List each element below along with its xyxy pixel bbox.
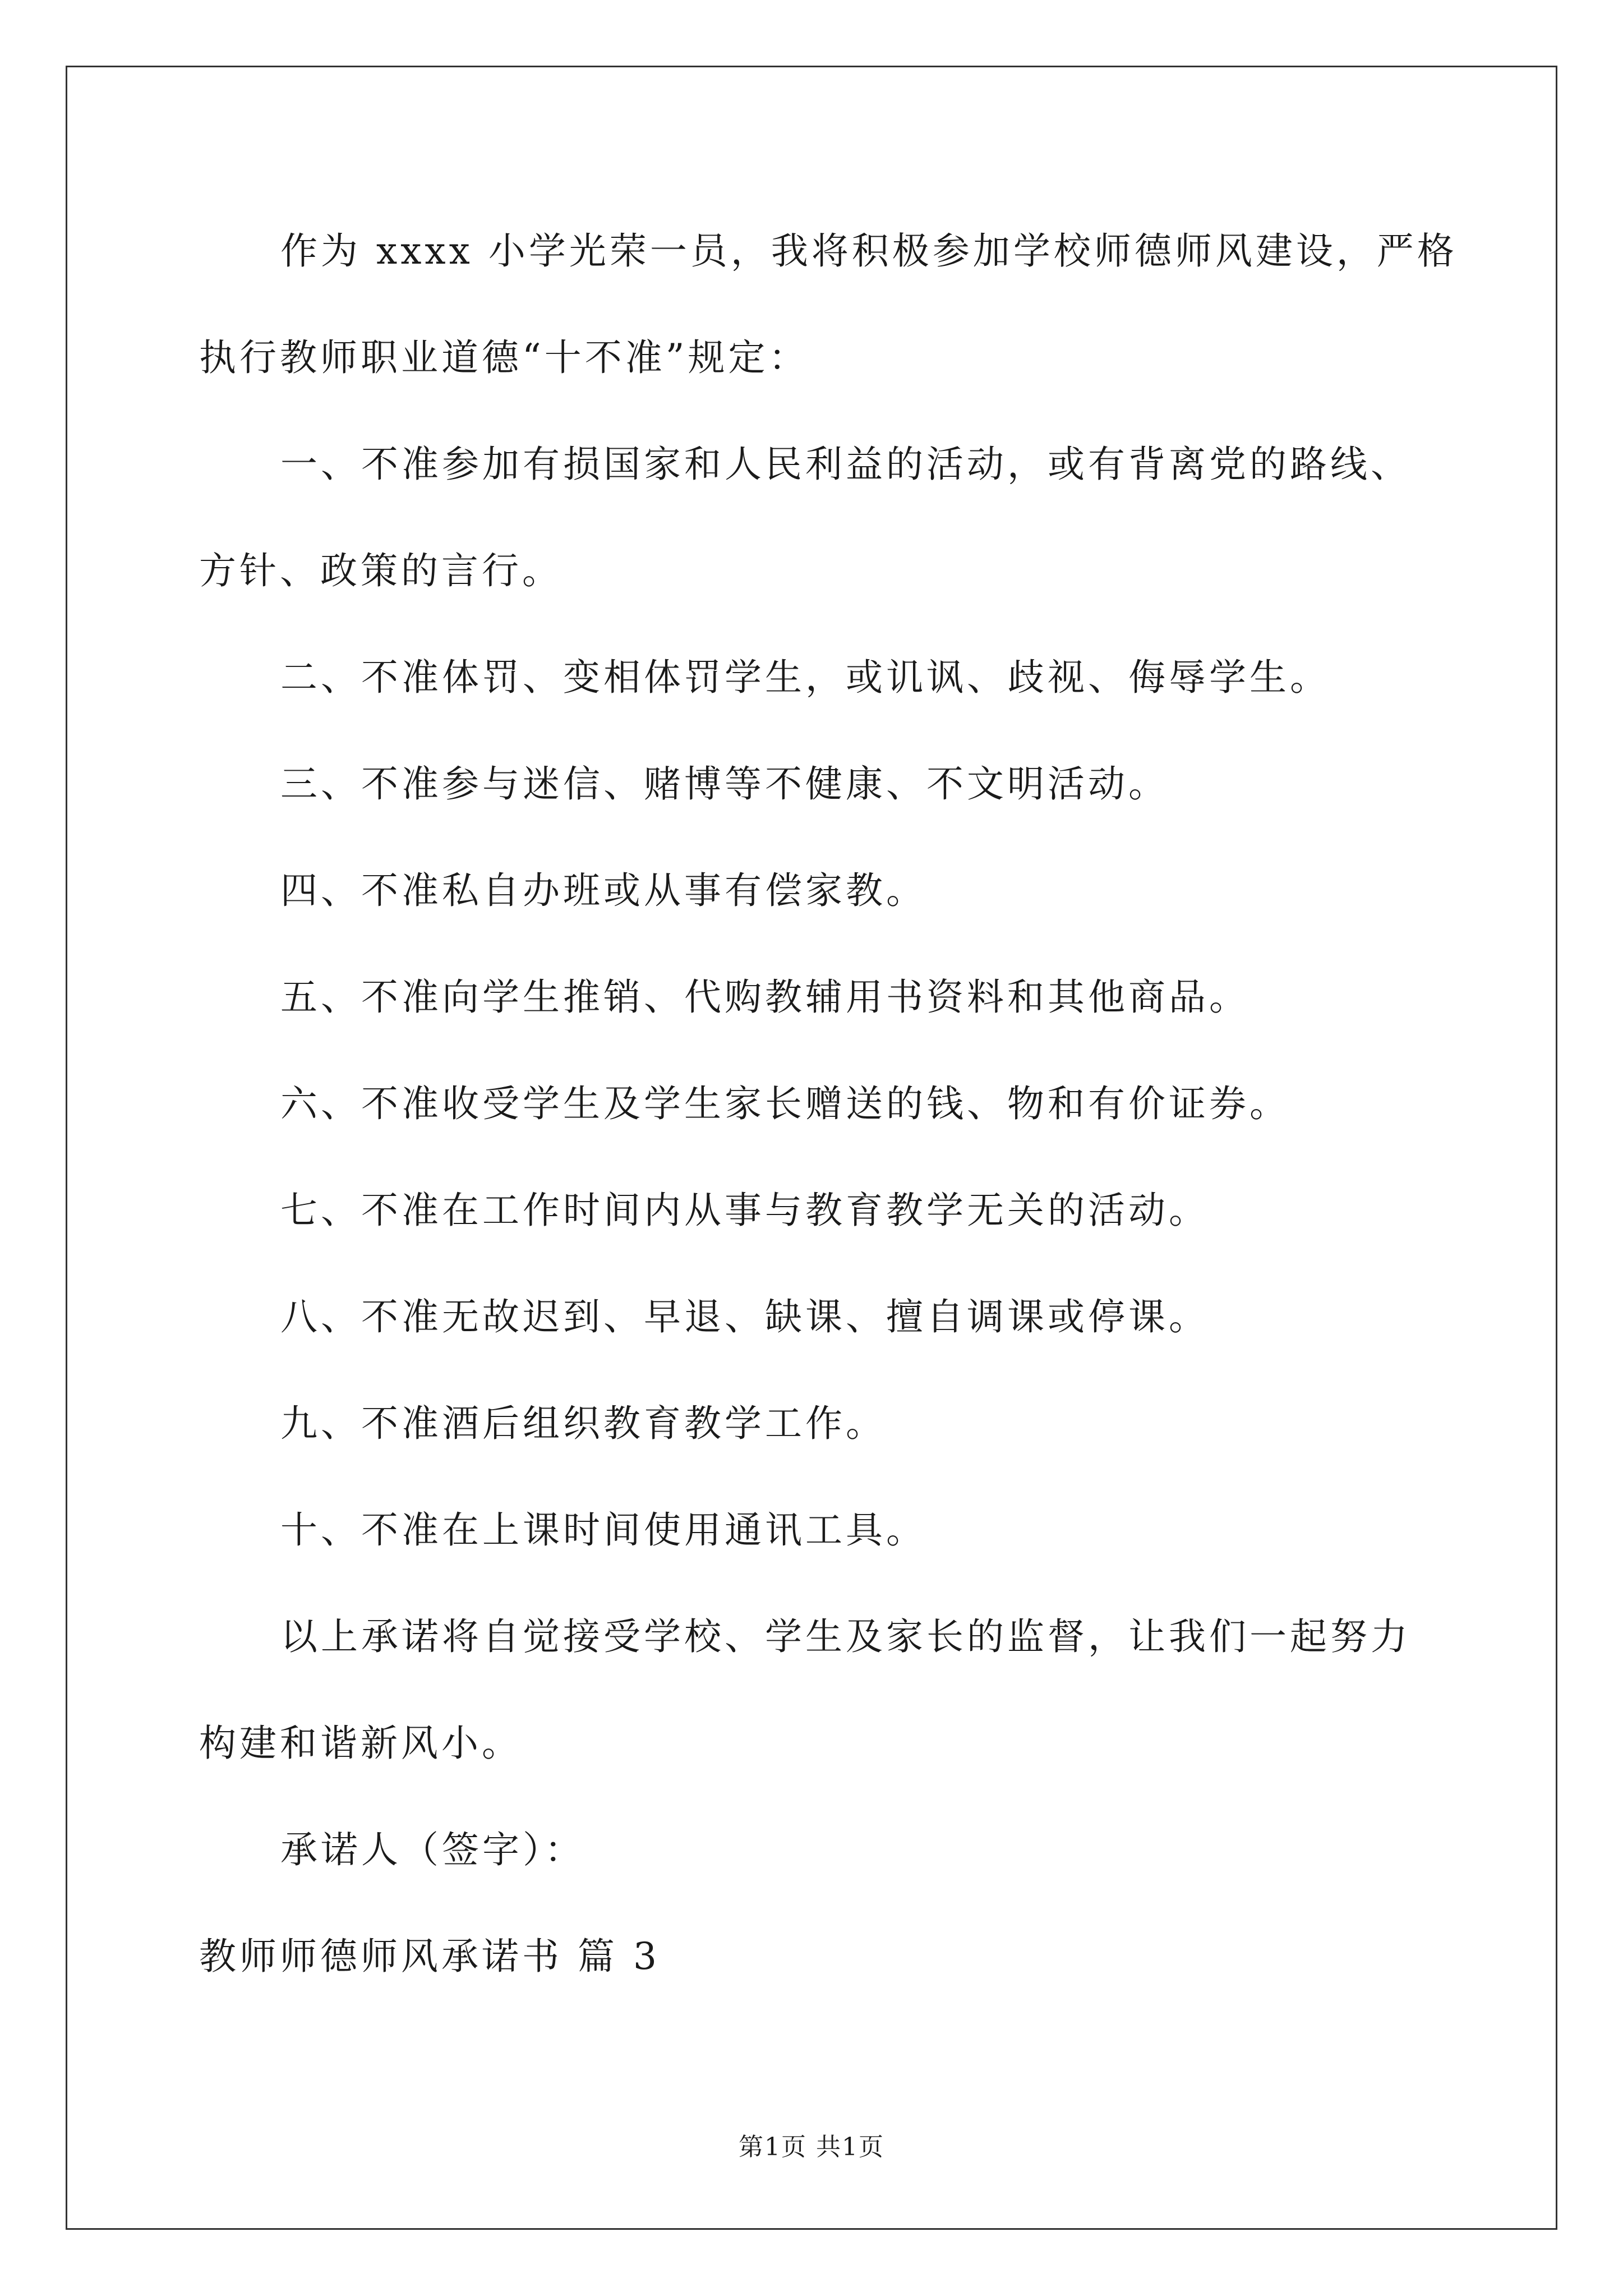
intro-paragraph-line-2: 执行教师职业道德“十不准”规定： [199,336,809,379]
rule-3: 三、不准参与迷信、赌博等不健康、不文明活动。 [280,762,1169,806]
intro-paragraph-line-1: 作为 xxxx 小学光荣一员，我将积极参加学校师德师风建设，严格 [280,229,1458,273]
rule-7: 七、不准在工作时间内从事与教育教学无关的活动。 [280,1189,1209,1232]
rule-10: 十、不准在上课时间使用通讯工具。 [280,1508,926,1552]
rule-8: 八、不准无故迟到、早退、缺课、擅自调课或停课。 [280,1295,1209,1338]
signature-line: 承诺人（签字）： [280,1828,585,1871]
rule-6: 六、不准收受学生及学生家长赠送的钱、物和有价证券。 [280,1082,1290,1125]
closing-paragraph-line-2: 构建和谐新风小。 [199,1722,522,1765]
page-border [66,66,1557,2230]
rule-5: 五、不准向学生推销、代购教辅用书资料和其他商品。 [280,976,1249,1019]
page-footer: 第1页 共1页 [739,2133,884,2161]
next-section-heading: 教师师德师风承诺书 篇 3 [199,1935,660,1978]
rule-4: 四、不准私自办班或从事有偿家教。 [280,869,926,912]
closing-paragraph-line-1: 以上承诺将自觉接受学校、学生及家长的监督，让我们一起努力 [280,1615,1411,1658]
rule-9: 九、不准酒后组织教育教学工作。 [280,1402,886,1445]
rule-1-line-1: 一、不准参加有损国家和人民利益的活动，或有背离党的路线、 [280,443,1411,486]
rule-2: 二、不准体罚、变相体罚学生，或讥讽、歧视、侮辱学生。 [280,656,1330,699]
rule-1-line-2: 方针、政策的言行。 [199,549,562,592]
